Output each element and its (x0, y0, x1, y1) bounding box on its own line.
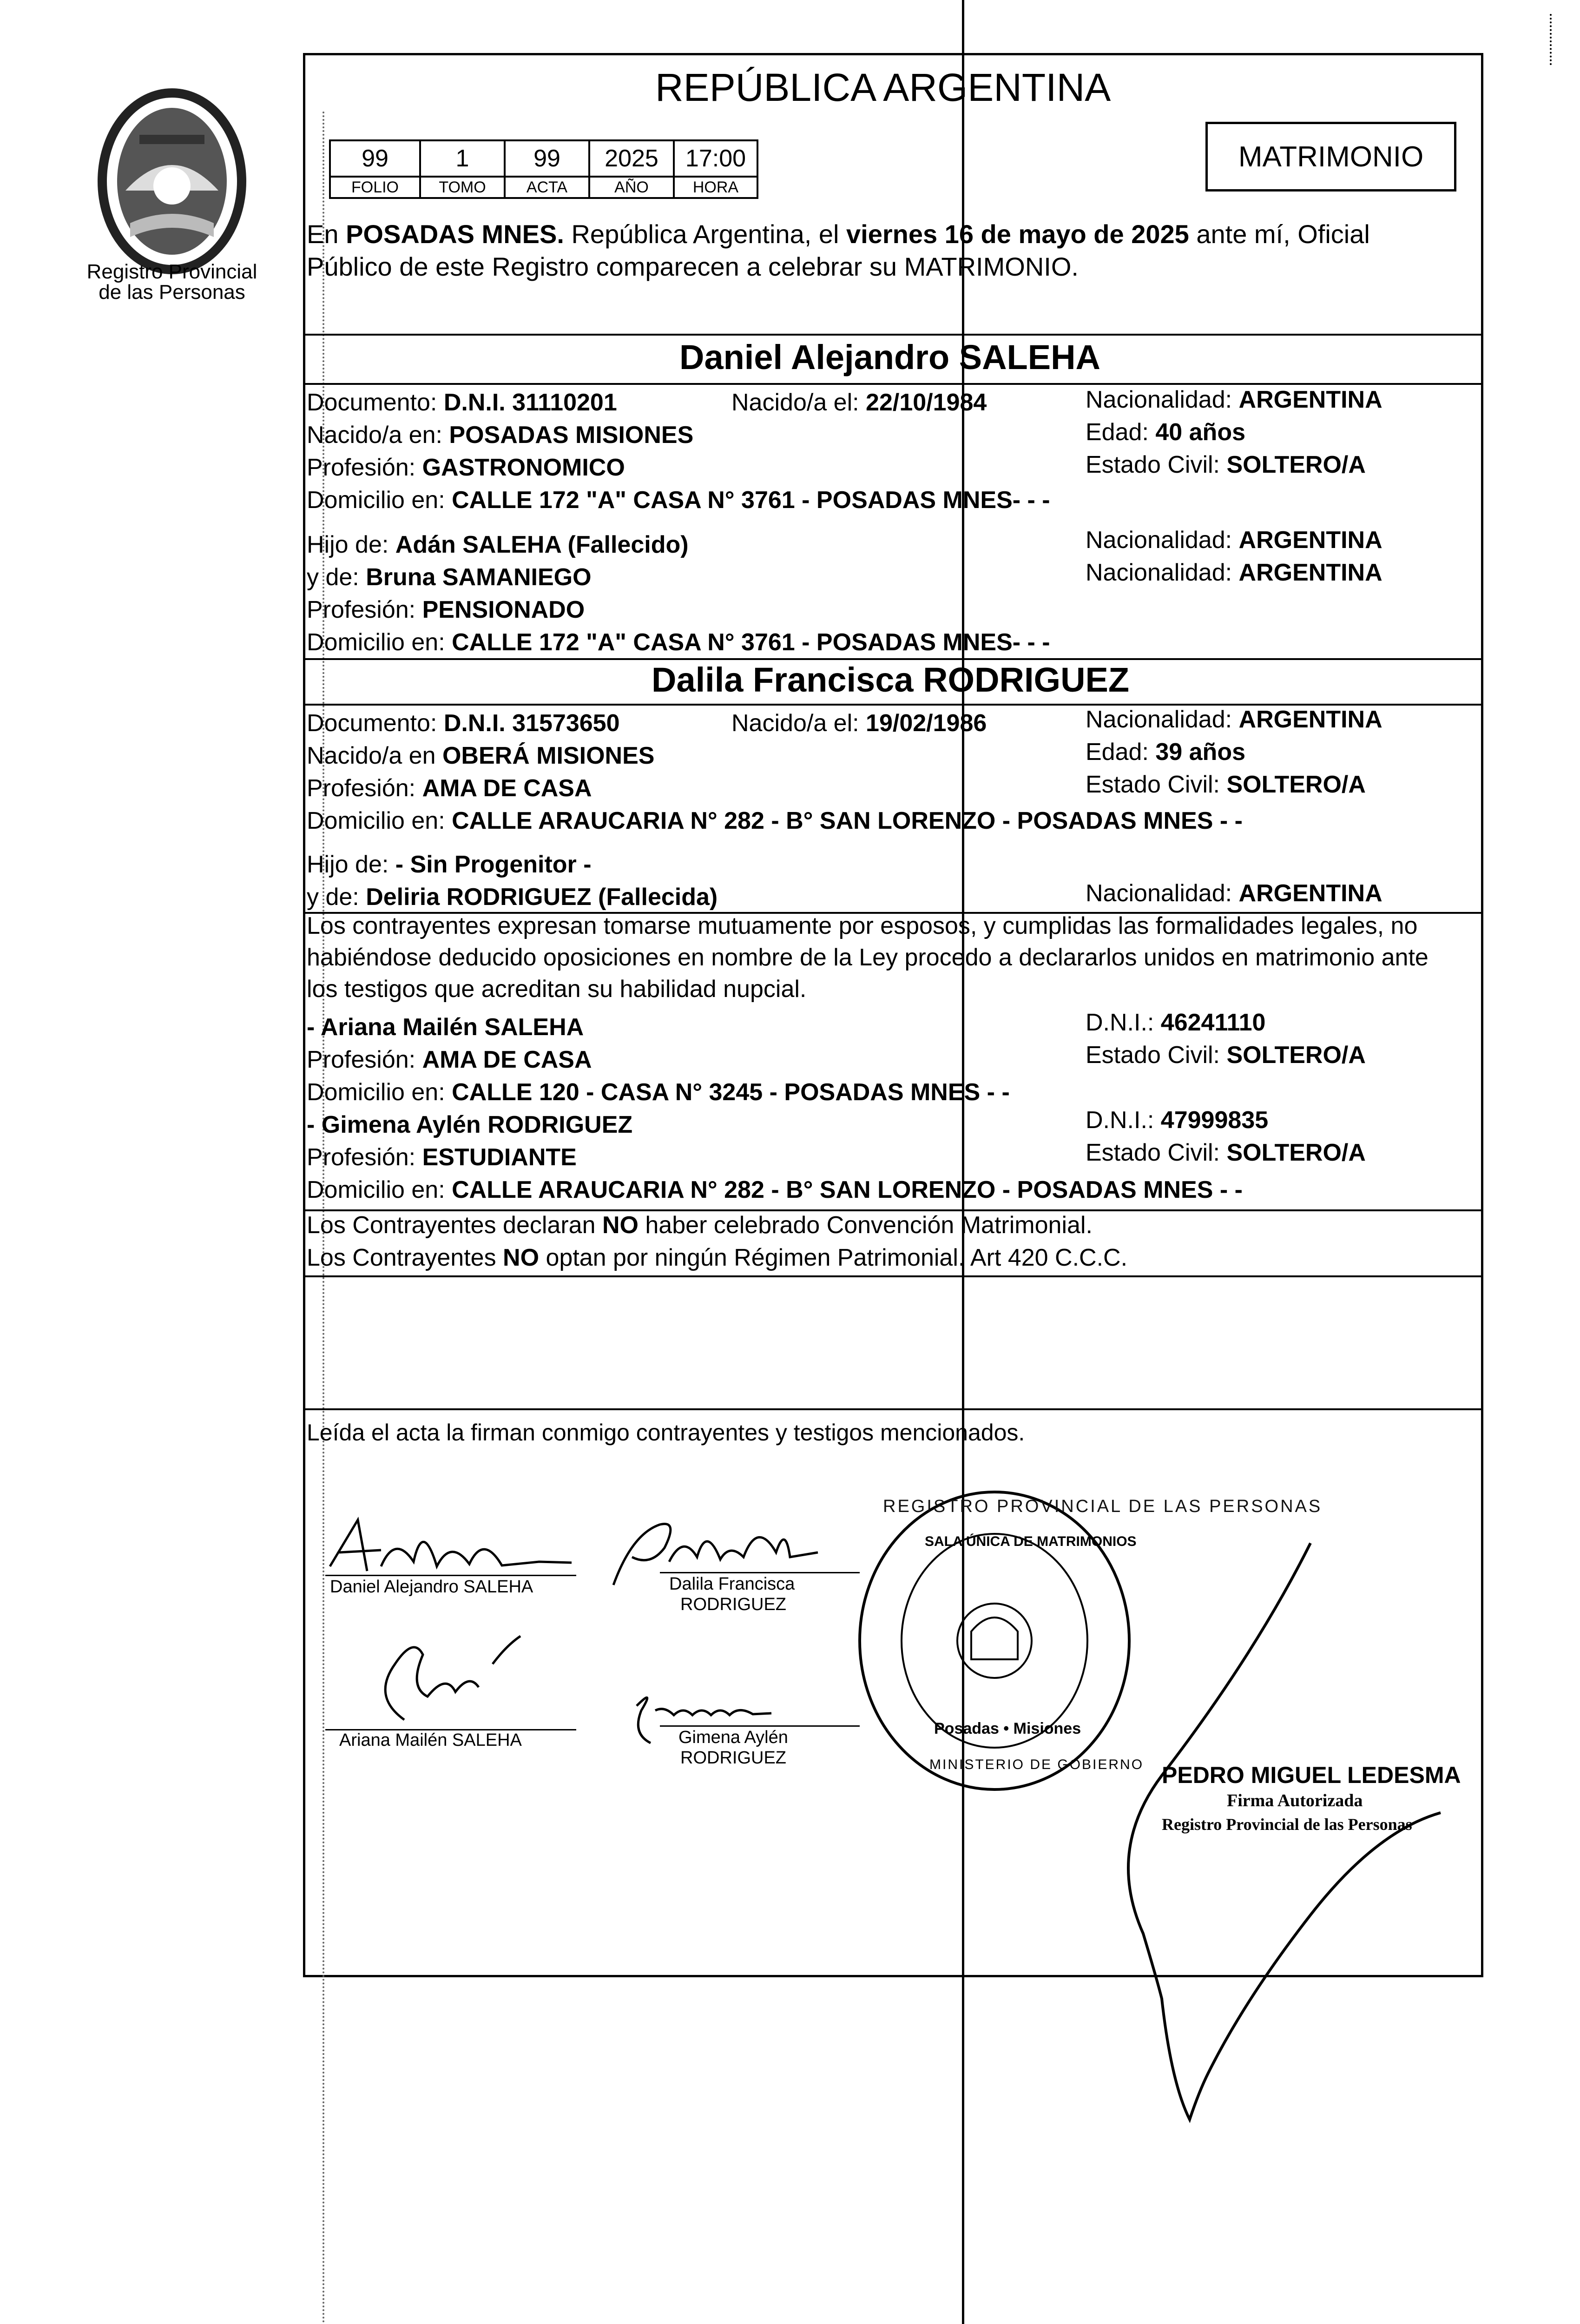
witness-1-address: Domicilio en: CALLE 120 - CASA N° 3245 - POSADAS MNES - - (307, 1079, 1010, 1106)
intro-text-c: ante mí, Oficial (1189, 219, 1370, 249)
acta-value: 99 (505, 140, 589, 177)
acta-label: ACTA (505, 177, 589, 198)
witness-1-name: - Ariana Mailén SALEHA (307, 1014, 584, 1041)
witness-1-profession: Profesión: AMA DE CASA (307, 1046, 592, 1073)
groom-nationality: Nacionalidad: ARGENTINA (1086, 386, 1382, 413)
misiones-shield-icon (84, 84, 260, 279)
bride-civil-status: Estado Civil: SOLTERO/A (1086, 771, 1366, 798)
bride-birthplace: Nacido/a en OBERÁ MISIONES (307, 742, 655, 769)
witness-2-address: Domicilio en: CALLE ARAUCARIA N° 282 - B° SAN LORENZO - POSADAS MNES - - (307, 1176, 1243, 1203)
bride-father: Hijo de: - Sin Progenitor - (307, 851, 592, 878)
intro-line-2: Público de este Registro comparecen a celebrar su MATRIMONIO. (307, 252, 1079, 281)
groom-mother-nationality: Nacionalidad: ARGENTINA (1086, 559, 1382, 586)
record-type-label: MATRIMONIO (1238, 140, 1424, 173)
bride-age: Edad: 39 años (1086, 739, 1245, 766)
official-name: PEDRO MIGUEL LEDESMA (1162, 1762, 1461, 1788)
emblem-caption-line1: Registro Provincial (86, 260, 257, 283)
groom-age: Edad: 40 años (1086, 419, 1245, 446)
divider-groom-top (303, 334, 1483, 336)
signature-label-witness2-1: Gimena Aylén (678, 1728, 788, 1747)
groom-civil-status: Estado Civil: SOLTERO/A (1086, 451, 1366, 478)
official-title: Firma Autorizada (1227, 1791, 1363, 1810)
bride-mother: y de: Deliria RODRIGUEZ (Fallecida) (307, 884, 718, 911)
signature-line-4 (660, 1725, 860, 1727)
regime-line-2: Los Contrayentes NO optan por ningún Régimen Patrimonial. Art 420 C.C.C. (307, 1244, 1128, 1271)
signature-label-witness2-2: RODRIGUEZ (680, 1748, 786, 1768)
official-signature-icon (957, 1534, 1450, 2138)
intro-text-b: República Argentina, el (564, 219, 846, 249)
witness-2-dni: D.N.I.: 47999835 (1086, 1107, 1269, 1134)
seal-text-ministry: MINISTERIO DE GOBIERNO (929, 1757, 1144, 1772)
closing-statement: Leída el acta la firman conmigo contrayentes y testigos mencionados. (307, 1419, 1025, 1446)
witness-1-civil-status: Estado Civil: SOLTERO/A (1086, 1042, 1366, 1069)
witness-2-name: - Gimena Aylén RODRIGUEZ (307, 1111, 633, 1138)
intro-line-1 (307, 219, 1370, 249)
record-type-box (1205, 122, 1456, 191)
seal-text-outer: REGISTRO PROVINCIAL DE LAS PERSONAS (883, 1497, 1323, 1516)
groom-birthdate: Nacido/a el: 22/10/1984 (731, 389, 987, 416)
hora-label: HORA (674, 177, 757, 198)
signature-label-bride-1: Dalila Francisca (669, 1574, 795, 1594)
witness-1-dni: D.N.I.: 46241110 (1086, 1009, 1266, 1036)
record-fields-table (329, 139, 758, 199)
bride-mother-nationality: Nacionalidad: ARGENTINA (1086, 880, 1382, 907)
regime-line-1: Los Contrayentes declaran NO haber celebrado Convención Matrimonial. (307, 1212, 1093, 1239)
bride-document: Documento: D.N.I. 31573650 (307, 710, 620, 737)
groom-parents-address: Domicilio en: CALLE 172 "A" CASA N° 3761 - POSADAS MNES- - - (307, 629, 1050, 656)
groom-document: Documento: D.N.I. 31110201 (307, 389, 617, 416)
divider-closing-top (303, 1408, 1483, 1410)
ano-label: AÑO (589, 177, 674, 198)
tomo-value: 1 (420, 140, 505, 177)
witness-2-profession: Profesión: ESTUDIANTE (307, 1144, 577, 1171)
bride-address: Domicilio en: CALLE ARAUCARIA N° 282 - B° SAN LORENZO - POSADAS MNES - - (307, 807, 1243, 834)
bride-birthdate: Nacido/a el: 19/02/1986 (731, 710, 987, 737)
declaration-line-2: habiéndose deducido oposiciones en nombre de la Ley procedo a declararlos unidos en matrimonio ante (307, 944, 1429, 971)
groom-name: Daniel Alejandro SALEHA (679, 338, 1100, 376)
divider-notes-top (303, 1275, 1483, 1277)
groom-birthplace: Nacido/a en: POSADAS MISIONES (307, 422, 694, 449)
tomo-label: TOMO (420, 177, 505, 198)
declaration-line-3: los testigos que acreditan su habilidad nupcial. (307, 976, 807, 1003)
groom-mother: y de: Bruna SAMANIEGO (307, 564, 592, 591)
groom-father: Hijo de: Adán SALEHA (Fallecido) (307, 531, 689, 558)
registry-emblem (84, 84, 260, 307)
seal-text-inner: SALA ÚNICA DE MATRIMONIOS (925, 1534, 1137, 1549)
hora-value: 17:00 (674, 140, 757, 177)
official-organization: Registro Provincial de las Personas (1162, 1815, 1412, 1834)
bride-profession: Profesión: AMA DE CASA (307, 775, 592, 802)
divider-groom-name (303, 383, 1483, 385)
signature-groom-icon (325, 1506, 586, 1580)
page-title: REPÚBLICA ARGENTINA (655, 66, 1111, 109)
bride-nationality: Nacionalidad: ARGENTINA (1086, 706, 1382, 733)
ano-value: 2025 (589, 140, 674, 177)
signature-line-1 (325, 1575, 576, 1576)
bride-name: Dalila Francisca RODRIGUEZ (652, 660, 1130, 699)
signature-label-groom: Daniel Alejandro SALEHA (330, 1577, 533, 1597)
signature-label-witness1: Ariana Mailén SALEHA (339, 1730, 522, 1750)
intro-text-a: En (307, 219, 346, 249)
folio-value: 99 (330, 140, 420, 177)
intro-date: viernes 16 de mayo de 2025 (846, 219, 1189, 249)
groom-address: Domicilio en: CALLE 172 "A" CASA N° 3761 - POSADAS MNES- - - (307, 487, 1050, 514)
folio-label: FOLIO (330, 177, 420, 198)
margin-mark (1550, 14, 1554, 65)
groom-father-nationality: Nacionalidad: ARGENTINA (1086, 527, 1382, 554)
emblem-caption-line2: de las Personas (99, 281, 245, 304)
witness-2-civil-status: Estado Civil: SOLTERO/A (1086, 1139, 1366, 1166)
intro-city: POSADAS MNES. (346, 219, 564, 249)
groom-profession: Profesión: GASTRONOMICO (307, 454, 625, 481)
groom-parents-profession: Profesión: PENSIONADO (307, 596, 585, 623)
signature-label-bride-2: RODRIGUEZ (680, 1595, 786, 1614)
declaration-line-1: Los contrayentes expresan tomarse mutuamente por esposos, y cumplidas las formalidades legales, no (307, 912, 1418, 939)
signature-line-2 (660, 1572, 860, 1573)
seal-text-bottom: Posadas • Misiones (934, 1720, 1081, 1737)
signature-witness1-icon (353, 1618, 539, 1724)
